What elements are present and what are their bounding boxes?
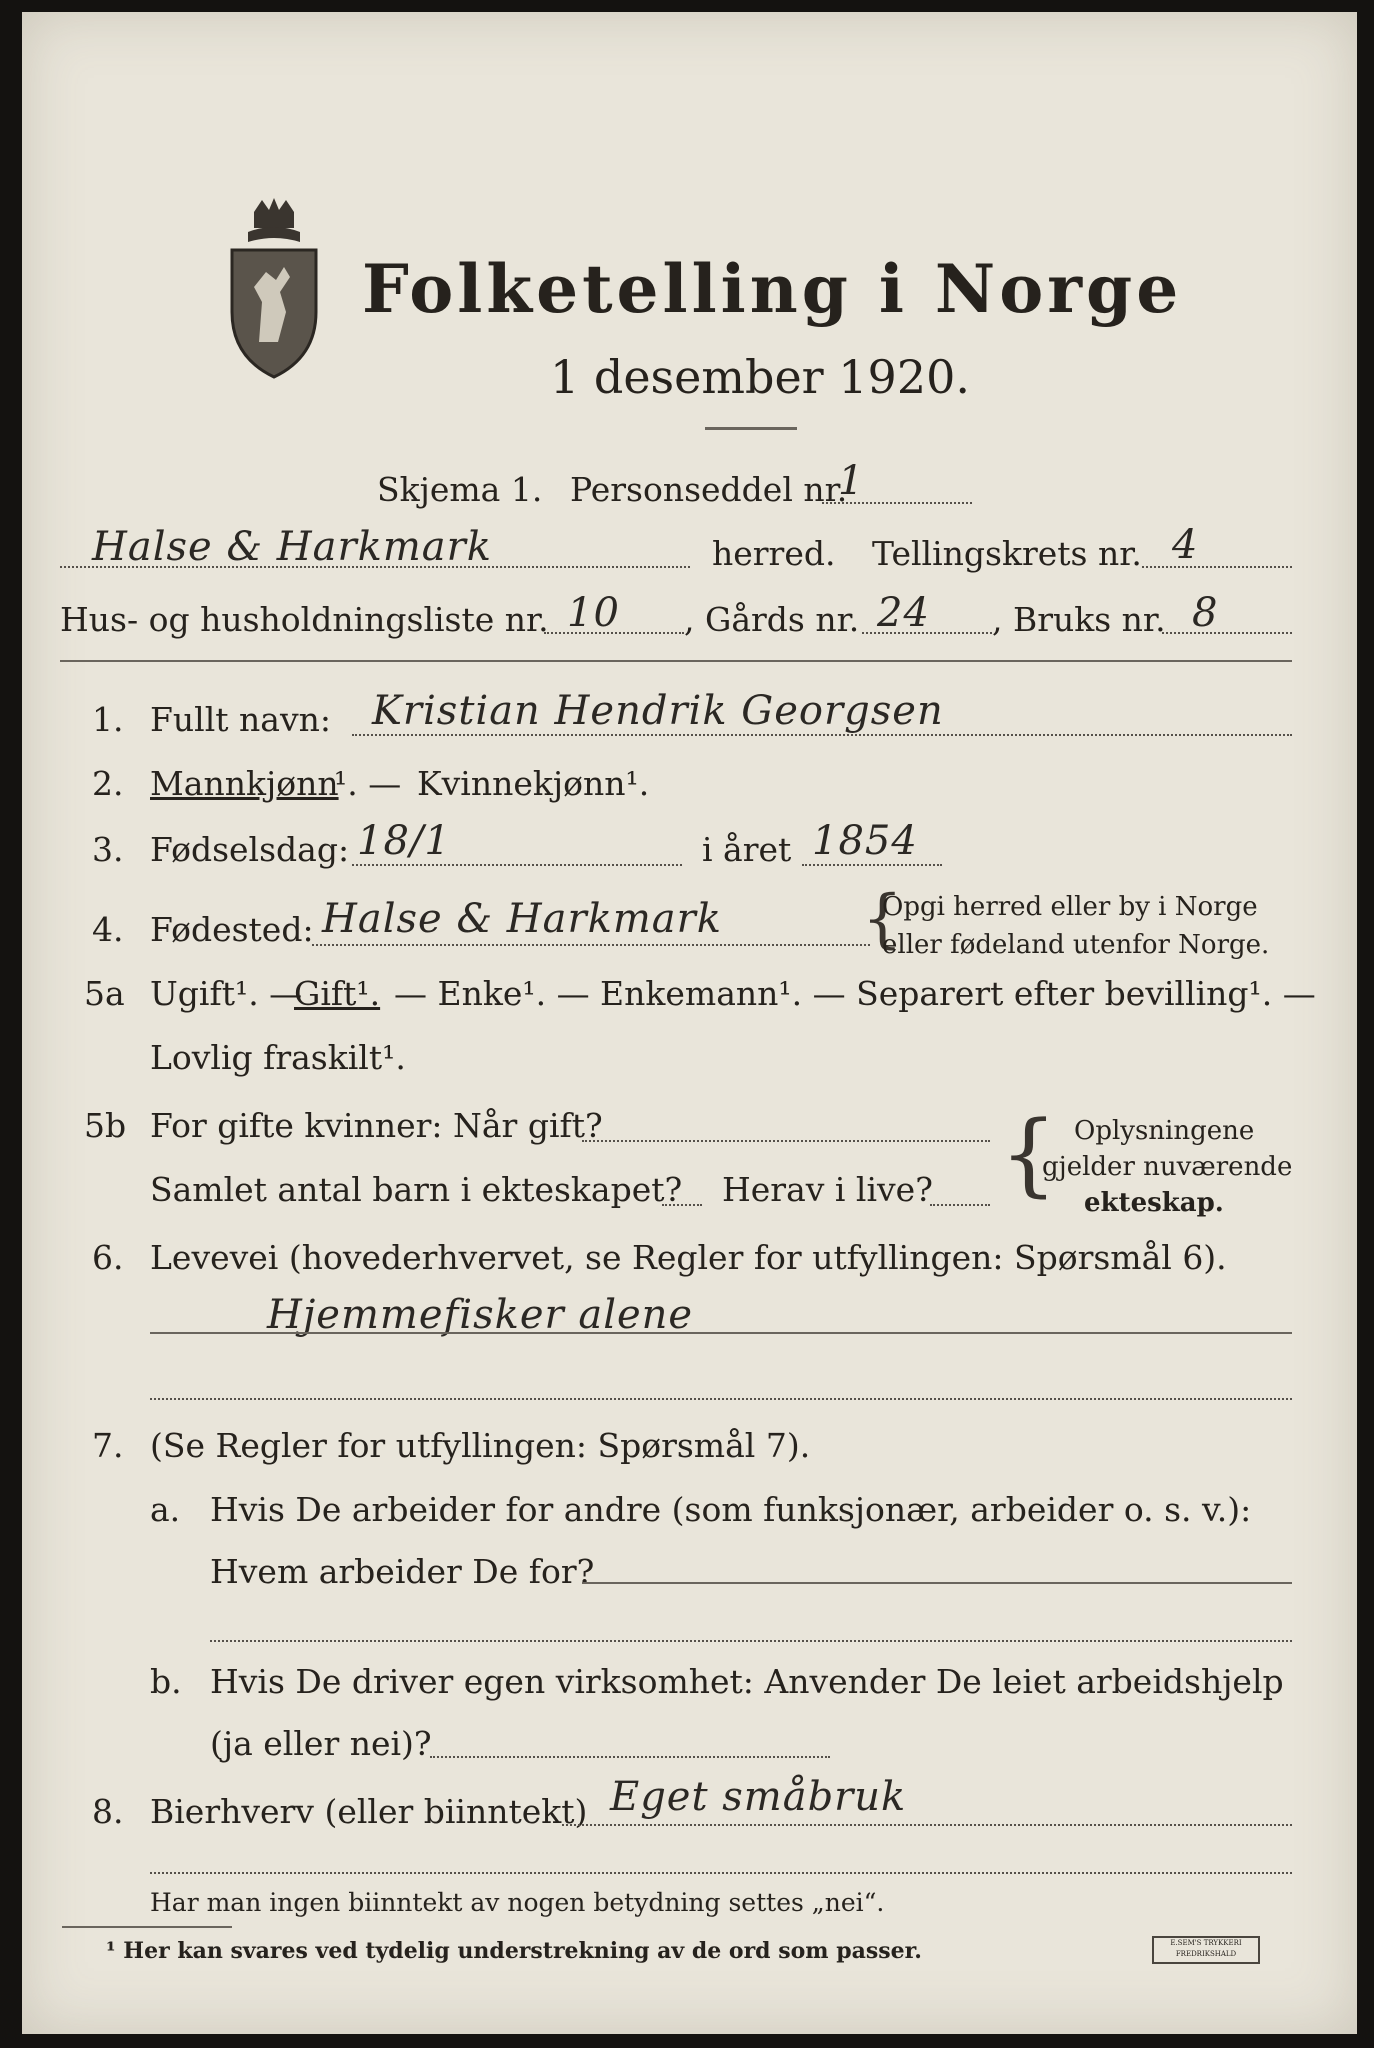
q5b-brace: { — [1000, 1102, 1058, 1207]
q1-number: 1. — [92, 700, 124, 739]
form-date: 1 desember 1920. — [550, 350, 970, 404]
q4-brace: { — [862, 882, 903, 956]
q5a-ugift: Ugift¹. — — [150, 974, 303, 1013]
q5b-line-2 — [662, 1204, 702, 1206]
tellingskrets-line — [1142, 566, 1292, 568]
q4-note-1: Opgi herred eller by i Norge — [882, 892, 1258, 922]
q6-value: Hjemmefisker alene — [267, 1292, 694, 1338]
q8-line-2 — [150, 1872, 1292, 1874]
q4-value: Halse & Harkmark — [322, 896, 722, 942]
q1-label: Fullt navn: — [150, 700, 331, 739]
q7a-letter: a. — [150, 1490, 181, 1529]
q6-label: Levevei (hovederhvervet, se Regler for utfyllingen: Spørsmål 6). — [150, 1238, 1227, 1277]
q5b-note-1: Oplysningene — [1074, 1116, 1255, 1146]
q4-number: 4. — [92, 910, 124, 949]
q5b-label-2: Samlet antal barn i ekteskapet? — [150, 1170, 683, 1209]
q4-line — [312, 944, 870, 946]
q7a-line-1 — [582, 1582, 1292, 1584]
footnote-divider — [62, 1926, 232, 1928]
q7-label: (Se Regler for utfyllingen: Spørsmål 7). — [150, 1426, 811, 1465]
q5b-line-1 — [582, 1140, 990, 1142]
q8-line — [562, 1824, 1292, 1826]
q2-number: 2. — [92, 764, 124, 803]
q3-value: 18/1 — [357, 818, 451, 864]
q5b-note-2: gjelder nuværende — [1042, 1152, 1293, 1182]
q3-year-line — [802, 864, 942, 866]
q3-number: 3. — [92, 830, 124, 869]
schema-label: Skjema 1. — [377, 470, 543, 509]
q4-note-2: eller fødeland utenfor Norge. — [882, 930, 1270, 960]
tellingskrets-label: Tellingskrets nr. — [872, 534, 1142, 573]
form-title: Folketelling i Norge — [362, 250, 1183, 328]
q8-label: Bierhverv (eller biinntekt) — [150, 1792, 588, 1831]
q7b-sub: (ja eller nei)? — [210, 1724, 432, 1763]
q7a-text: Hvis De arbeider for andre (som funksjonær, arbeider o. s. v.): — [210, 1490, 1252, 1529]
q5b-note-3: ekteskap. — [1084, 1188, 1224, 1218]
q1-line — [352, 734, 1292, 736]
q6-number: 6. — [92, 1238, 124, 1277]
printer-stamp: E.SEM'S TRYKKERI FREDRIKSHALD — [1152, 1936, 1260, 1964]
coat-of-arms-icon — [214, 192, 334, 382]
herred-label: herred. — [712, 534, 836, 573]
q6-line-2 — [150, 1398, 1292, 1400]
q5b-label-3: Herav i live? — [722, 1170, 933, 1209]
q8-value: Eget småbruk — [610, 1774, 907, 1820]
q7a-sub: Hvem arbeider De for? — [210, 1552, 595, 1591]
bruks-label: , Bruks nr. — [992, 600, 1166, 639]
q4-label: Fødested: — [150, 910, 314, 949]
personseddel-label: Personseddel nr. — [570, 470, 848, 509]
q8-number: 8. — [92, 1792, 124, 1831]
gards-value: 24 — [877, 590, 930, 636]
q7a-line-2 — [210, 1640, 1292, 1642]
q3-label: Fødselsdag: — [150, 830, 350, 869]
title-divider — [705, 427, 797, 430]
q2-kvinnekjonn: Kvinnekjønn¹. — [417, 764, 650, 803]
q5a-number: 5a — [84, 974, 125, 1013]
q3-line — [352, 864, 682, 866]
herred-value: Halse & Harkmark — [92, 524, 492, 570]
bruks-value: 8 — [1192, 590, 1219, 636]
hus-value: 10 — [567, 590, 620, 636]
q7b-text: Hvis De driver egen virksomhet: Anvender De leiet arbeidshjelp — [210, 1662, 1284, 1701]
q5b-label-1: For gifte kvinner: Når gift? — [150, 1106, 603, 1145]
tellingskrets-value: 4 — [1172, 522, 1199, 568]
q2-mannkjonn: Mannkjønn — [150, 764, 339, 803]
q5a-line2: Lovlig fraskilt¹. — [150, 1038, 406, 1077]
q7b-line — [430, 1756, 830, 1758]
q2-separator: ¹. — — [334, 764, 402, 803]
bruks-line — [1162, 632, 1292, 634]
q7b-letter: b. — [150, 1662, 182, 1701]
q5b-line-3 — [930, 1204, 990, 1206]
q5a-gift: Gift¹. — [294, 974, 381, 1013]
q7-number: 7. — [92, 1426, 124, 1465]
hus-label: Hus- og husholdningsliste nr. — [60, 600, 549, 639]
footnote: ¹ Her kan svares ved tydelig understrekning av de ord som passer. — [106, 1938, 922, 1964]
personseddel-value: 1 — [838, 458, 865, 504]
gards-label: , Gårds nr. — [684, 600, 860, 639]
biinntekt-note: Har man ingen biinntekt av nogen betydning settes „nei“. — [150, 1888, 885, 1917]
q5b-number: 5b — [84, 1106, 127, 1145]
section-divider — [60, 660, 1292, 662]
q3-year-label: i året — [702, 830, 792, 869]
q3-year-value: 1854 — [812, 818, 918, 864]
q5a-rest: — Enke¹. — Enkemann¹. — Separert efter bevilling¹. — — [394, 974, 1316, 1013]
q1-value: Kristian Hendrik Georgsen — [372, 688, 944, 734]
q6-line-1 — [150, 1332, 1292, 1334]
census-form-page — [22, 12, 1357, 2034]
